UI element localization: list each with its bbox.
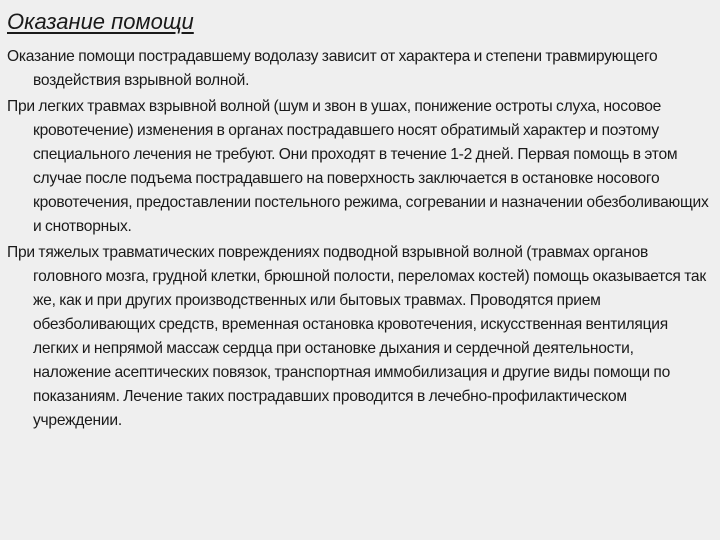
paragraph-light-injuries: При легких травмах взрывной волной (шум и звон в ушах, понижение остроты слуха, носовое кровотечение) изменения в органах пострадавшего носят обратимый характер и поэтому специального лечения не требуют. Они проходят в течение 1-2 дней. Первая помощь в этом случае после подъема пострадавшего на поверхность заключается в остановке носового кровотечения, предоставлении постельного режима, согревании и назначении обезболивающих и снотворных. [7,98,709,235]
slide-body [7,45,715,435]
slide-title: Оказание помощи [7,9,194,34]
paragraph-severe-injuries: При тяжелых травматических повреждениях подводной взрывной волной (травмах органов головного мозга, грудной клетки, брюшной полости, переломах костей) помощь оказывается так же, как и при других производственных или бытовых травмах. Проводятся прием обезболивающих средств, временная остановка кровотечения, искусственная вентиляция легких и непрямой массаж сердца при остановке дыхания и сердечной деятельности, наложение асептических повязок, транспортная иммобилизация и другие виды помощи по показаниям. Лечение таких пострадавших проводится в лечебно-профилактическом учреждении. [7,244,706,429]
paragraph-intro: Оказание помощи пострадавшему водолазу зависит от характера и степени травмирующего воздействия взрывной волной. [7,48,658,89]
